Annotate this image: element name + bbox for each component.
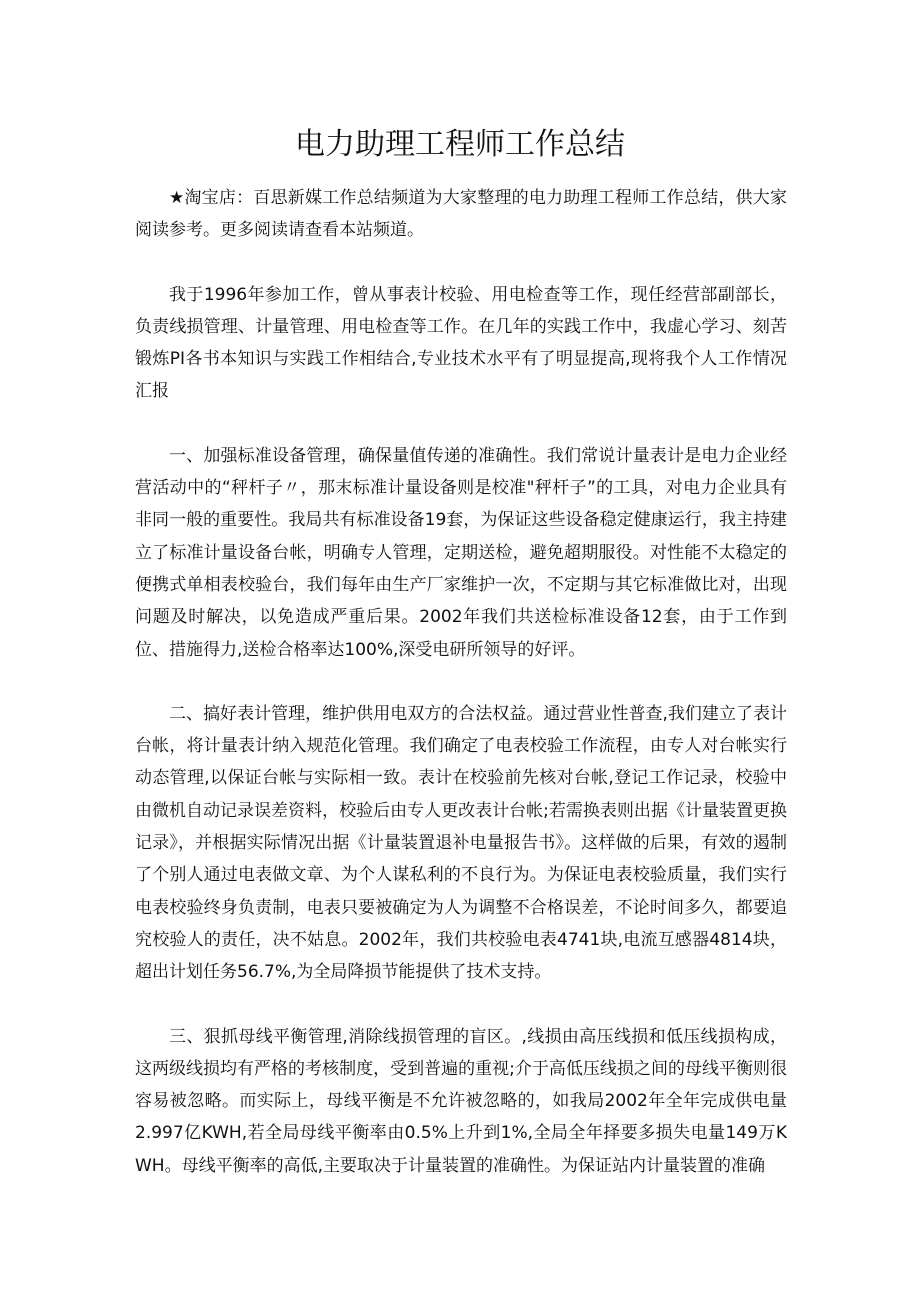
intro-paragraph: ★淘宝店：百思新媒工作总结频道为大家整理的电力助理工程师工作总结，供大家阅读参考。更多阅读请查看本站频道。 — [135, 188, 787, 241]
document-body — [135, 182, 787, 1182]
paragraph-gap — [135, 247, 787, 279]
body-paragraph-2: 一、加强标准设备管理，确保量值传递的准确性。我们常说计量表计是电力企业经营活动中的“秤杆子〃，那末标准计量设备则是校准"秤杆子”的工具，对电力企业具有非同一般的重要性。我局共有标准设备19套，为保证这些设备稳定健康运行，我主持建立了标准计量设备台帐，明确专人管理，定期送检，避免超期服役。对性能不太稳定的便携式单相表校验台，我们每年由生产厂家维护一次，不定期与其它标准做比对，出现问题及时解决，以免造成严重后果。2002年我们共送检标准设备12套，由于工作到位、措施得力,送检合格率达100%,深受电研所领导的好评。 — [135, 445, 787, 660]
body-paragraph-4: 三、狠抓母线平衡管理,消除线损管理的盲区。,线损由高压线损和低压线损构成，这两级线损均有严格的考核制度，受到普遍的重视;介于高低压线损之间的母线平衡则很容易被忽略。而实际上，母线平衡是不允许被忽略的，如我局2002年全年完成供电量2.997亿KWH,若全局母线平衡率由0.5%上升到1%,全局全年择要多损失电量149万KWH。母线平衡率的高低,主要取决于计量装置的准确性。为保证站内计量装置的准确 — [135, 1026, 787, 1176]
paragraph-gap — [135, 408, 787, 440]
body-paragraph-3: 二、搞好表计管理，维护供用电双方的合法权益。通过营业性普查,我们建立了表计台帐，将计量表计纳入规范化管理。我们确定了电表校验工作流程，由专人对台帐实行动态管理,以保证台帐与实际相一致。表计在校验前先核对台帐,登记工作记录，校验中由微机自动记录误差资料，校验后由专人更改表计台帐;若需换表则出据《计量装置更换记录》，并根据实际情况出据《计量装置退补电量报告书》。这样做的后果，有效的遏制了个别人通过电表做文章、为个人谋私利的不良行为。为保证电表校验质量，我们实行电表校验终身负责制，电表只要被确定为人为调整不合格误差，不论时间多久，都要追究校验人的责任，决不姑息。2002年，我们共校验电表4741块,电流互感器4814块，超出计划任务56.7%,为全局降损节能提供了技术支持。 — [135, 703, 787, 983]
document-title: 电力助理工程师工作总结 — [295, 127, 625, 162]
paragraph-gap — [135, 989, 787, 1021]
body-paragraph-1: 我于1996年参加工作，曾从事表计校验、用电检查等工作，现任经营部副部长，负责线损管理、计量管理、用电检查等工作。在几年的实践工作中，我虚心学习、刻苦锻炼PI各书本知识与实践工作相结合,专业技术水平有了明显提高,现将我个人工作情况汇报 — [135, 284, 787, 402]
paragraph-gap — [135, 666, 787, 698]
